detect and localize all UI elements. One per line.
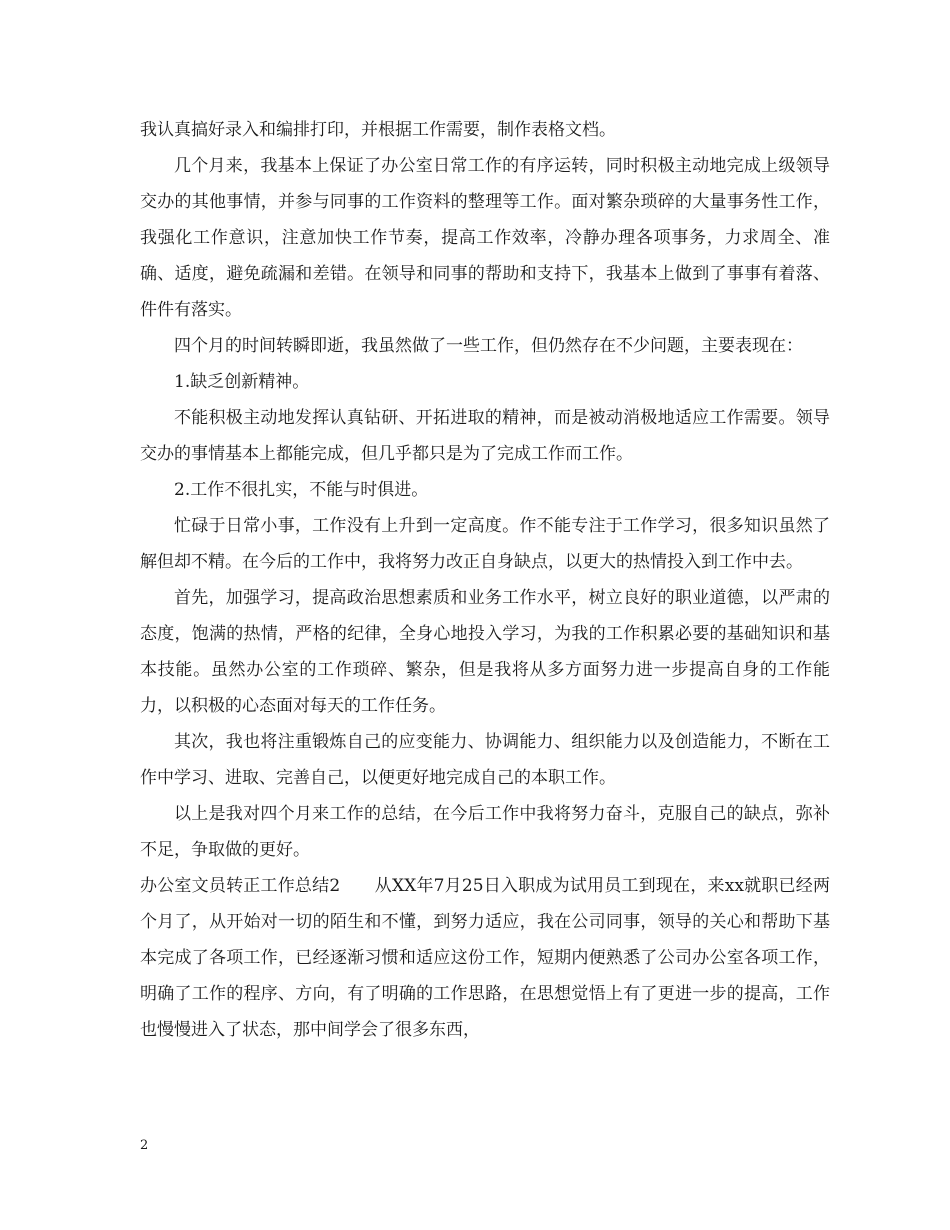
paragraph-4: 不能积极主动地发挥认真钻研、开拓进取的精神，而是被动消极地适应工作需要。领导交办的事情基本上都能完成，但几乎都只是为了完成工作而工作。 [140, 408, 830, 464]
list-item-1-heading: 1.缺乏创新精神。 [174, 372, 310, 392]
paragraph-2: 几个月来，我基本上保证了办公室日常工作的有序运转，同时积极主动地完成上级领导交办的其他事情，并参与同事的工作资料的整理等工作。面对繁杂琐碎的大量事务性工作，我强化工作意识，注意加快工作节奏，提高工作效率，冷静办理各项事务，力求周全、准确、适度，避免疏漏和差错。在领导和同事的帮助和支持下，我基本上做到了事事有着落、件件有落实。 [140, 156, 830, 320]
list-item-2-heading: 2.工作不很扎实，不能与时俱进。 [174, 480, 429, 500]
paragraph-9-section-start: 办公室文员转正工作总结2 从XX年7月25日入职成为试用员工到现在，来xx就职已经两个月了，从开始对一切的陌生和不懂，到努力适应，我在公司同事，领导的关心和帮助下基本完成了各项工作，已经逐渐习惯和适应这份工作，短期内便熟悉了公司办公室各项工作，明确了工作的程序、方向，有了明确的工作思路，在思想觉悟上有了更进一步的提高，工作也慢慢进入了状态，那中间学会了很多东西， [140, 876, 830, 1040]
paragraph-6: 首先，加强学习，提高政治思想素质和业务工作水平，树立良好的职业道德，以严肃的态度，饱满的热情，严格的纪律，全身心地投入学习，为我的工作积累必要的基础知识和基本技能。虽然办公室的工作琐碎、繁杂，但是我将从多方面努力进一步提高自身的工作能力，以积极的心态面对每天的工作任务。 [140, 588, 830, 716]
paragraph-8: 以上是我对四个月来工作的总结，在今后工作中我将努力奋斗，克服自己的缺点，弥补不足，争取做的更好。 [140, 804, 830, 860]
document-body [140, 112, 830, 1048]
paragraph-1: 我认真搞好录入和编排打印，并根据工作需要，制作表格文档。 [140, 120, 616, 140]
paragraph-5: 忙碌于日常小事，工作没有上升到一定高度。作不能专注于工作学习，很多知识虽然了解但却不精。在今后的工作中，我将努力改正自身缺点，以更大的热情投入到工作中去。 [140, 516, 830, 572]
page-number: 2 [140, 1138, 149, 1153]
paragraph-7: 其次，我也将注重锻炼自己的应变能力、协调能力、组织能力以及创造能力，不断在工作中学习、进取、完善自己，以便更好地完成自己的本职工作。 [140, 732, 830, 788]
paragraph-3: 四个月的时间转瞬即逝，我虽然做了一些工作，但仍然存在不少问题，主要表现在： [174, 336, 803, 356]
